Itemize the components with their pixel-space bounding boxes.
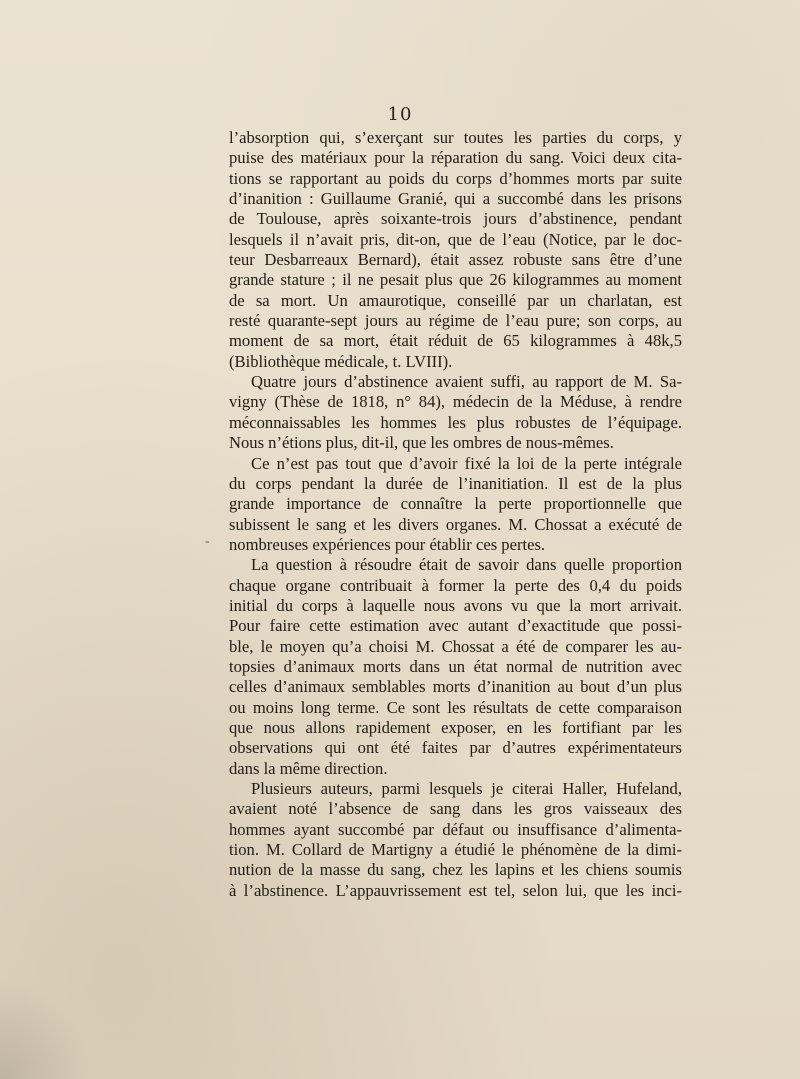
text-line: (Bibliothèque médicale, t. LVIII). xyxy=(229,351,453,371)
text-line: resté quarante-sept jours au régime de l’eau pure; son corps, au xyxy=(229,311,682,331)
text-line: l’absorption qui, s’exerçant sur toutes les parties du corps, y xyxy=(229,128,682,147)
text-line: initial du corps à laquelle nous avons vu que la mort arrivait. xyxy=(229,595,682,615)
text-line: à l’abstinence. L’appauvrissement est tel, selon lui, que les inci- xyxy=(229,880,682,900)
text-line: méconnaissables les hommes les plus robustes de l’équipage. xyxy=(229,412,682,432)
text-line: ble, le moyen qu’a choisi M. Chossat a été de comparer les au- xyxy=(229,636,682,656)
text-line: nombreuses expériences pour établir ces pertes. xyxy=(229,534,546,554)
text-line: celles d’animaux semblables morts d’inanition au bout d’un plus xyxy=(229,677,682,697)
text-line: puise des matériaux pour la réparation du sang. Voici deux cita- xyxy=(229,148,682,168)
body-text xyxy=(229,128,682,901)
text-line: dans la même direction. xyxy=(229,758,388,778)
text-line: teur Desbarreaux Bernard), était assez robuste sans être d’une xyxy=(229,250,682,270)
text-line: que nous allons rapidement exposer, en les fortifiant par les xyxy=(229,717,682,737)
text-line: nution de la masse du sang, chez les lapins et les chiens soumis xyxy=(229,860,682,880)
text-line: La question à résoudre était de savoir dans quelle proportion xyxy=(251,555,682,575)
text-line: subissent le sang et les divers organes. M. Chossat a exécuté de xyxy=(229,514,682,534)
text-line: chaque organe contribuait à former la perte des 0,4 du poids xyxy=(229,575,682,595)
text-line: du corps pendant la durée de l’inanitiation. Il est de la plus xyxy=(229,473,682,493)
text-line: Nous n’étions plus, dit-il, que les ombres de nous-mêmes. xyxy=(229,433,614,453)
text-line: Quatre jours d’abstinence avaient suffi, au rapport de M. Sa- xyxy=(251,372,682,392)
text-line: lesquels il n’avait pris, dit-on, que de l’eau (Notice, par le doc- xyxy=(229,229,682,249)
text-line: tion. M. Collard de Martigny a étudié le phénomène de la dimi- xyxy=(229,840,682,860)
text-line: grande importance de connaître la perte proportionnelle que xyxy=(229,494,682,514)
text-line: Plusieurs auteurs, parmi lesquels je citerai Haller, Hufeland, xyxy=(251,779,682,798)
text-line: Pour faire cette estimation avec autant d’exactitude que possi- xyxy=(229,616,682,636)
text-line: Ce n’est pas tout que d’avoir fixé la loi de la perte intégrale xyxy=(251,453,682,473)
text-line: observations qui ont été faites par d’autres expérimentateurs xyxy=(229,738,682,758)
text-line: de sa mort. Un amaurotique, conseillé par un charlatan, est xyxy=(229,290,682,310)
page-number: 10 xyxy=(387,104,413,125)
margin-mark: - xyxy=(205,534,210,549)
text-line: hommes ayant succombé par défaut ou insuffisance d’alimenta- xyxy=(229,819,682,839)
text-line: ou moins long terme. Ce sont les résultats de cette comparaison xyxy=(229,697,682,717)
text-line: grande stature ; il ne pesait plus que 26 kilogrammes au moment xyxy=(229,270,682,290)
text-line: de Toulouse, après soixante-trois jours d’abstinence, pendant xyxy=(229,209,682,229)
text-line: tions se rapportant au poids du corps d’hommes morts par suite xyxy=(229,168,682,188)
text-line: vigny (Thèse de 1818, n° 84), médecin de la Méduse, à rendre xyxy=(229,392,682,412)
text-line: topsies d’animaux morts dans un état normal de nutrition avec xyxy=(229,656,682,676)
text-line: avaient noté l’absence de sang dans les gros vaisseaux des xyxy=(229,799,682,819)
page-stain xyxy=(0,980,90,1079)
text-line: d’inanition : Guillaume Granié, qui a succombé dans les prisons xyxy=(229,189,682,209)
text-line: moment de sa mort, était réduit de 65 kilogrammes à 48k,5 xyxy=(229,331,682,351)
